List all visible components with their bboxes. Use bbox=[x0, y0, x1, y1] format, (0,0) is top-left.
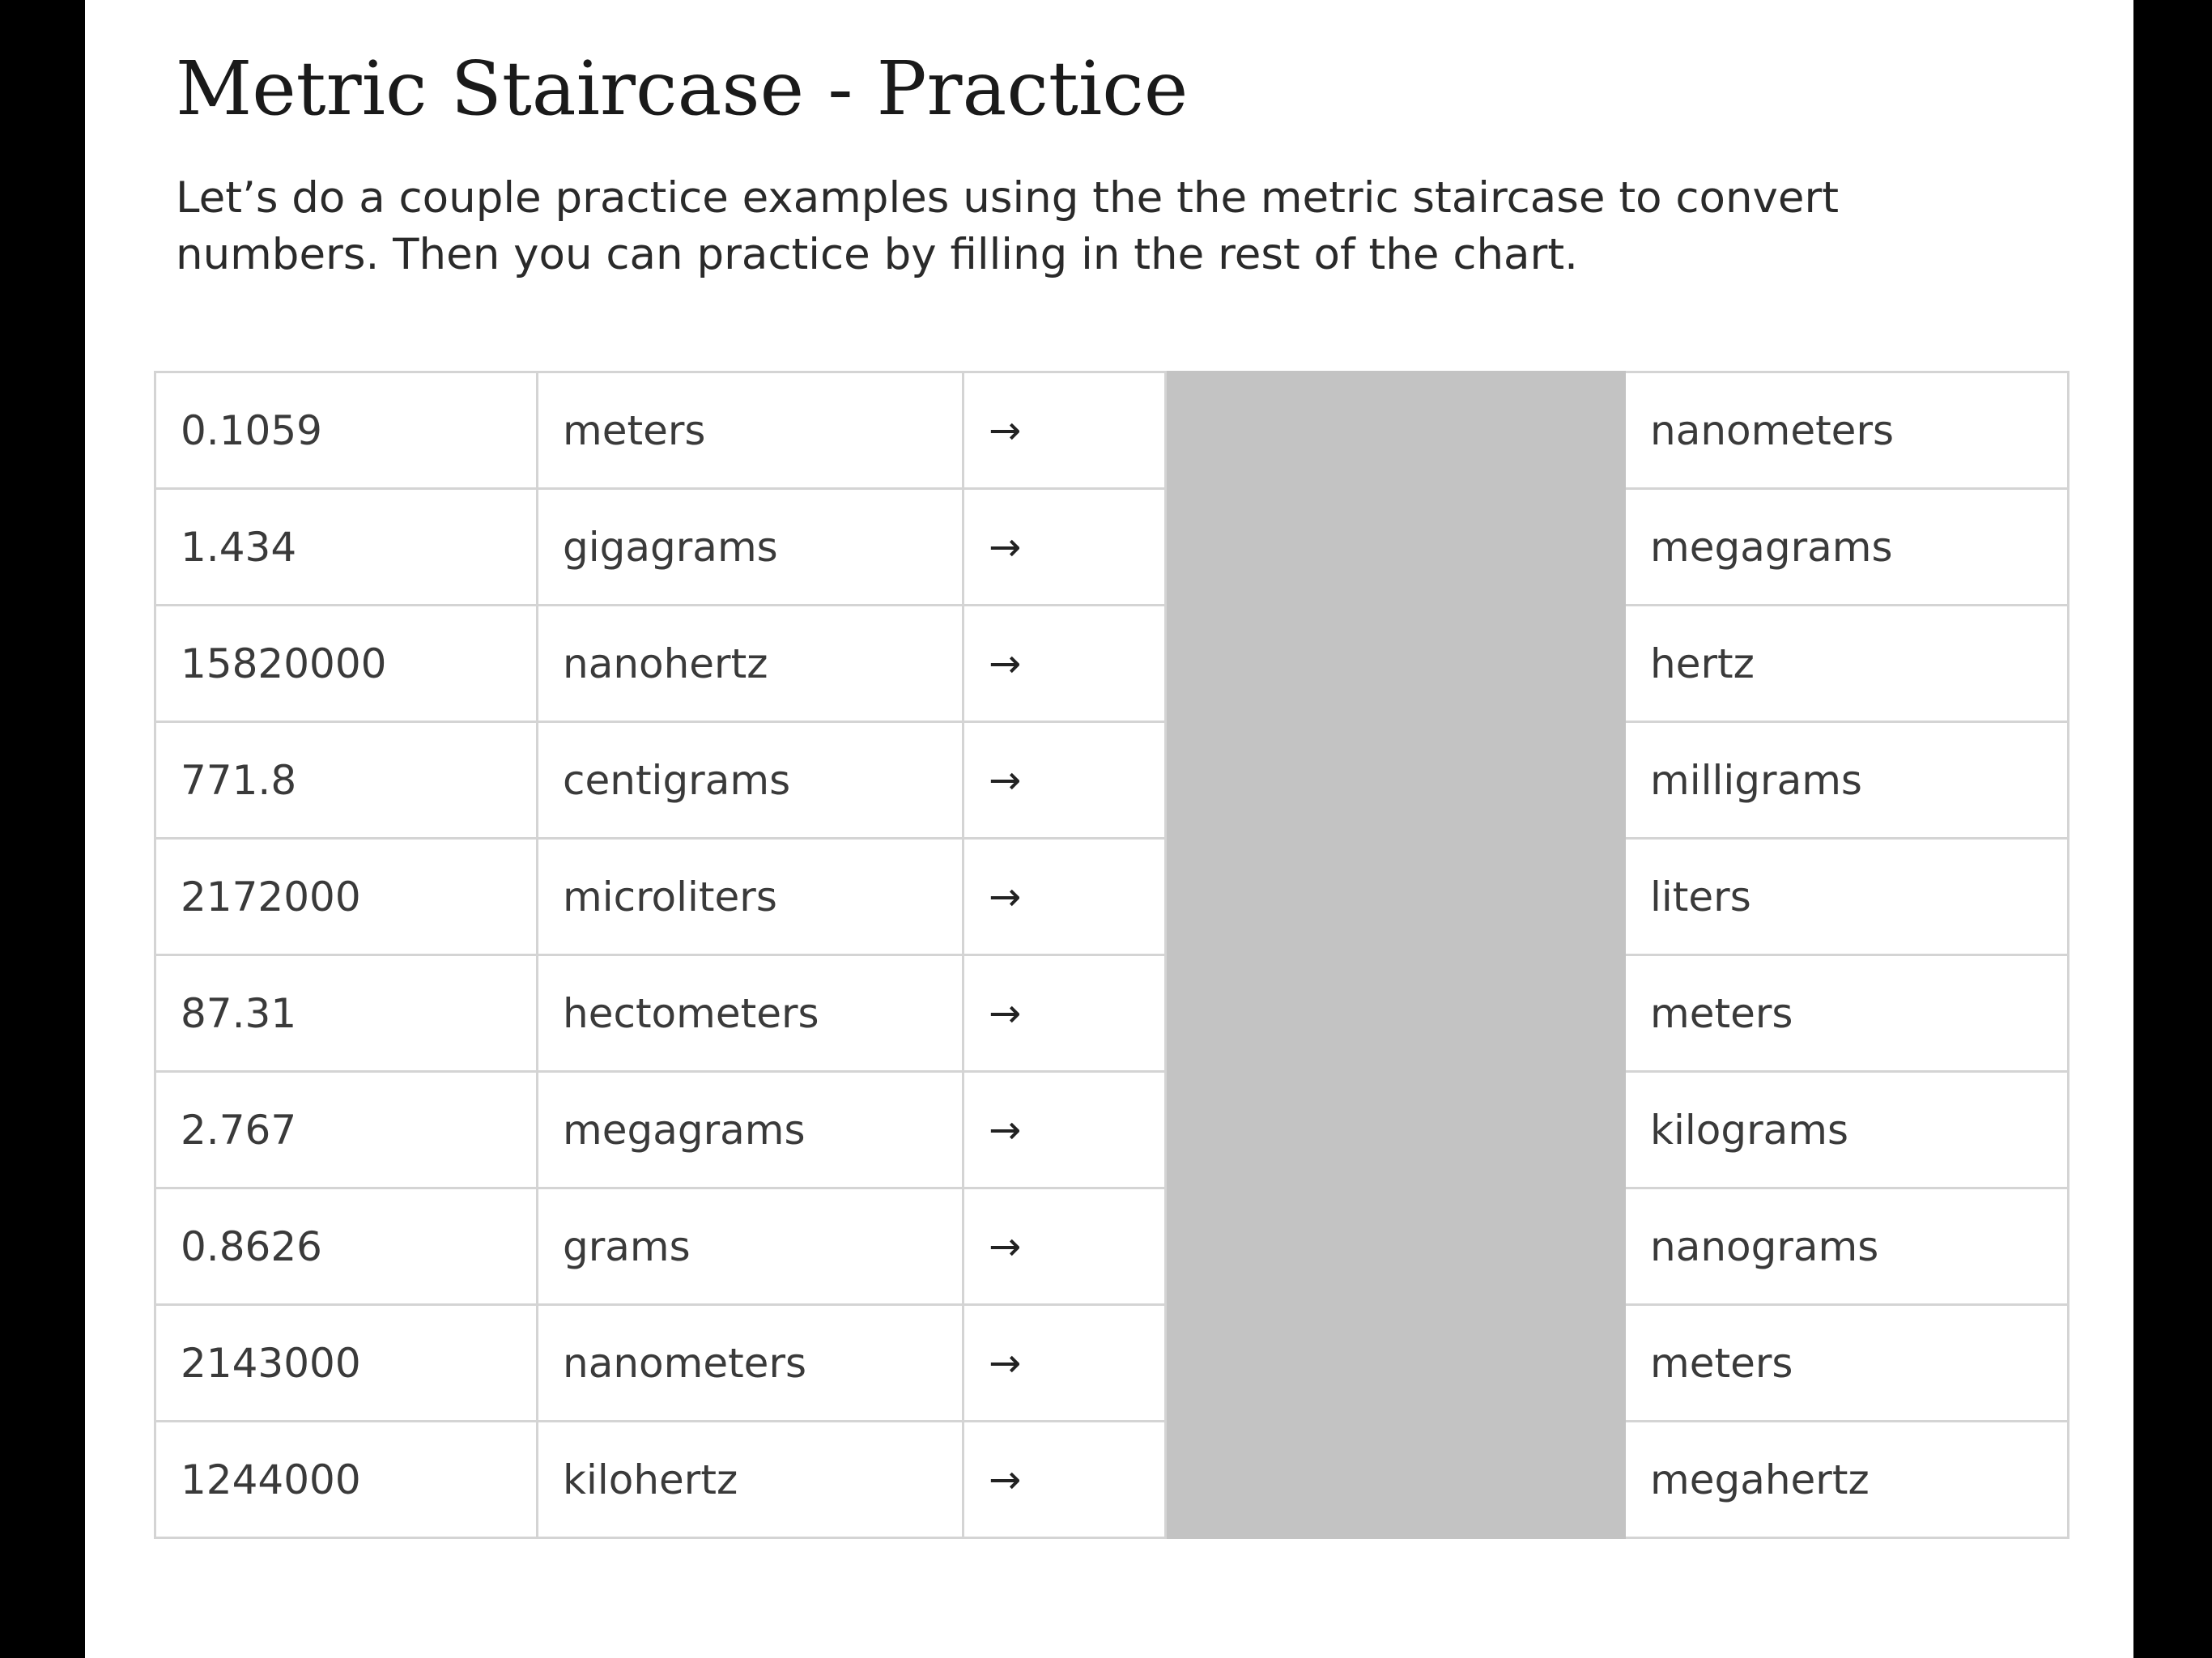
to-unit-cell: milligrams bbox=[1625, 722, 2069, 839]
arrow-icon: → bbox=[963, 1422, 1166, 1538]
page-title: Metric Staircase - Practice bbox=[176, 45, 1189, 132]
value-cell: 2.767 bbox=[155, 1072, 538, 1188]
table-row bbox=[155, 722, 2069, 839]
to-unit-cell: megagrams bbox=[1625, 489, 2069, 606]
arrow-icon: → bbox=[963, 606, 1166, 722]
value-cell: 1244000 bbox=[155, 1422, 538, 1538]
table-row bbox=[155, 1188, 2069, 1305]
value-cell: 87.31 bbox=[155, 955, 538, 1072]
to-unit-cell: hertz bbox=[1625, 606, 2069, 722]
answer-cell[interactable] bbox=[1166, 955, 1625, 1072]
arrow-icon: → bbox=[963, 955, 1166, 1072]
to-unit-cell: nanograms bbox=[1625, 1188, 2069, 1305]
table-row bbox=[155, 489, 2069, 606]
table-row bbox=[155, 1305, 2069, 1422]
from-unit-cell: nanohertz bbox=[538, 606, 963, 722]
arrow-icon: → bbox=[963, 372, 1166, 489]
arrow-icon: → bbox=[963, 722, 1166, 839]
value-cell: 0.1059 bbox=[155, 372, 538, 489]
arrow-icon: → bbox=[963, 1072, 1166, 1188]
from-unit-cell: hectometers bbox=[538, 955, 963, 1072]
to-unit-cell: kilograms bbox=[1625, 1072, 2069, 1188]
answer-cell[interactable] bbox=[1166, 606, 1625, 722]
from-unit-cell: kilohertz bbox=[538, 1422, 963, 1538]
table-row bbox=[155, 1072, 2069, 1188]
intro-line-2: numbers. Then you can practice by filling in the rest of the chart. bbox=[176, 230, 1578, 279]
value-cell: 2143000 bbox=[155, 1305, 538, 1422]
from-unit-cell: grams bbox=[538, 1188, 963, 1305]
intro-text bbox=[176, 170, 2062, 283]
from-unit-cell: centigrams bbox=[538, 722, 963, 839]
arrow-icon: → bbox=[963, 1188, 1166, 1305]
table-row bbox=[155, 955, 2069, 1072]
table-row bbox=[155, 1422, 2069, 1538]
table-row bbox=[155, 839, 2069, 955]
arrow-icon: → bbox=[963, 489, 1166, 606]
answer-cell[interactable] bbox=[1166, 722, 1625, 839]
table-row bbox=[155, 606, 2069, 722]
table-row bbox=[155, 372, 2069, 489]
from-unit-cell: meters bbox=[538, 372, 963, 489]
from-unit-cell: megagrams bbox=[538, 1072, 963, 1188]
value-cell: 771.8 bbox=[155, 722, 538, 839]
value-cell: 0.8626 bbox=[155, 1188, 538, 1305]
from-unit-cell: nanometers bbox=[538, 1305, 963, 1422]
value-cell: 1.434 bbox=[155, 489, 538, 606]
to-unit-cell: meters bbox=[1625, 1305, 2069, 1422]
answer-cell[interactable] bbox=[1166, 839, 1625, 955]
arrow-icon: → bbox=[963, 839, 1166, 955]
to-unit-cell: liters bbox=[1625, 839, 2069, 955]
answer-cell[interactable] bbox=[1166, 1072, 1625, 1188]
conversion-table bbox=[154, 371, 2069, 1539]
intro-line-1: Let’s do a couple practice examples using the the metric staircase to convert bbox=[176, 173, 1840, 223]
to-unit-cell: meters bbox=[1625, 955, 2069, 1072]
value-cell: 2172000 bbox=[155, 839, 538, 955]
answer-cell[interactable] bbox=[1166, 489, 1625, 606]
value-cell: 15820000 bbox=[155, 606, 538, 722]
to-unit-cell: megahertz bbox=[1625, 1422, 2069, 1538]
answer-cell[interactable] bbox=[1166, 1305, 1625, 1422]
arrow-icon: → bbox=[963, 1305, 1166, 1422]
to-unit-cell: nanometers bbox=[1625, 372, 2069, 489]
answer-cell[interactable] bbox=[1166, 1188, 1625, 1305]
answer-cell[interactable] bbox=[1166, 1422, 1625, 1538]
from-unit-cell: gigagrams bbox=[538, 489, 963, 606]
answer-cell[interactable] bbox=[1166, 372, 1625, 489]
worksheet-page bbox=[85, 0, 2133, 1658]
from-unit-cell: microliters bbox=[538, 839, 963, 955]
